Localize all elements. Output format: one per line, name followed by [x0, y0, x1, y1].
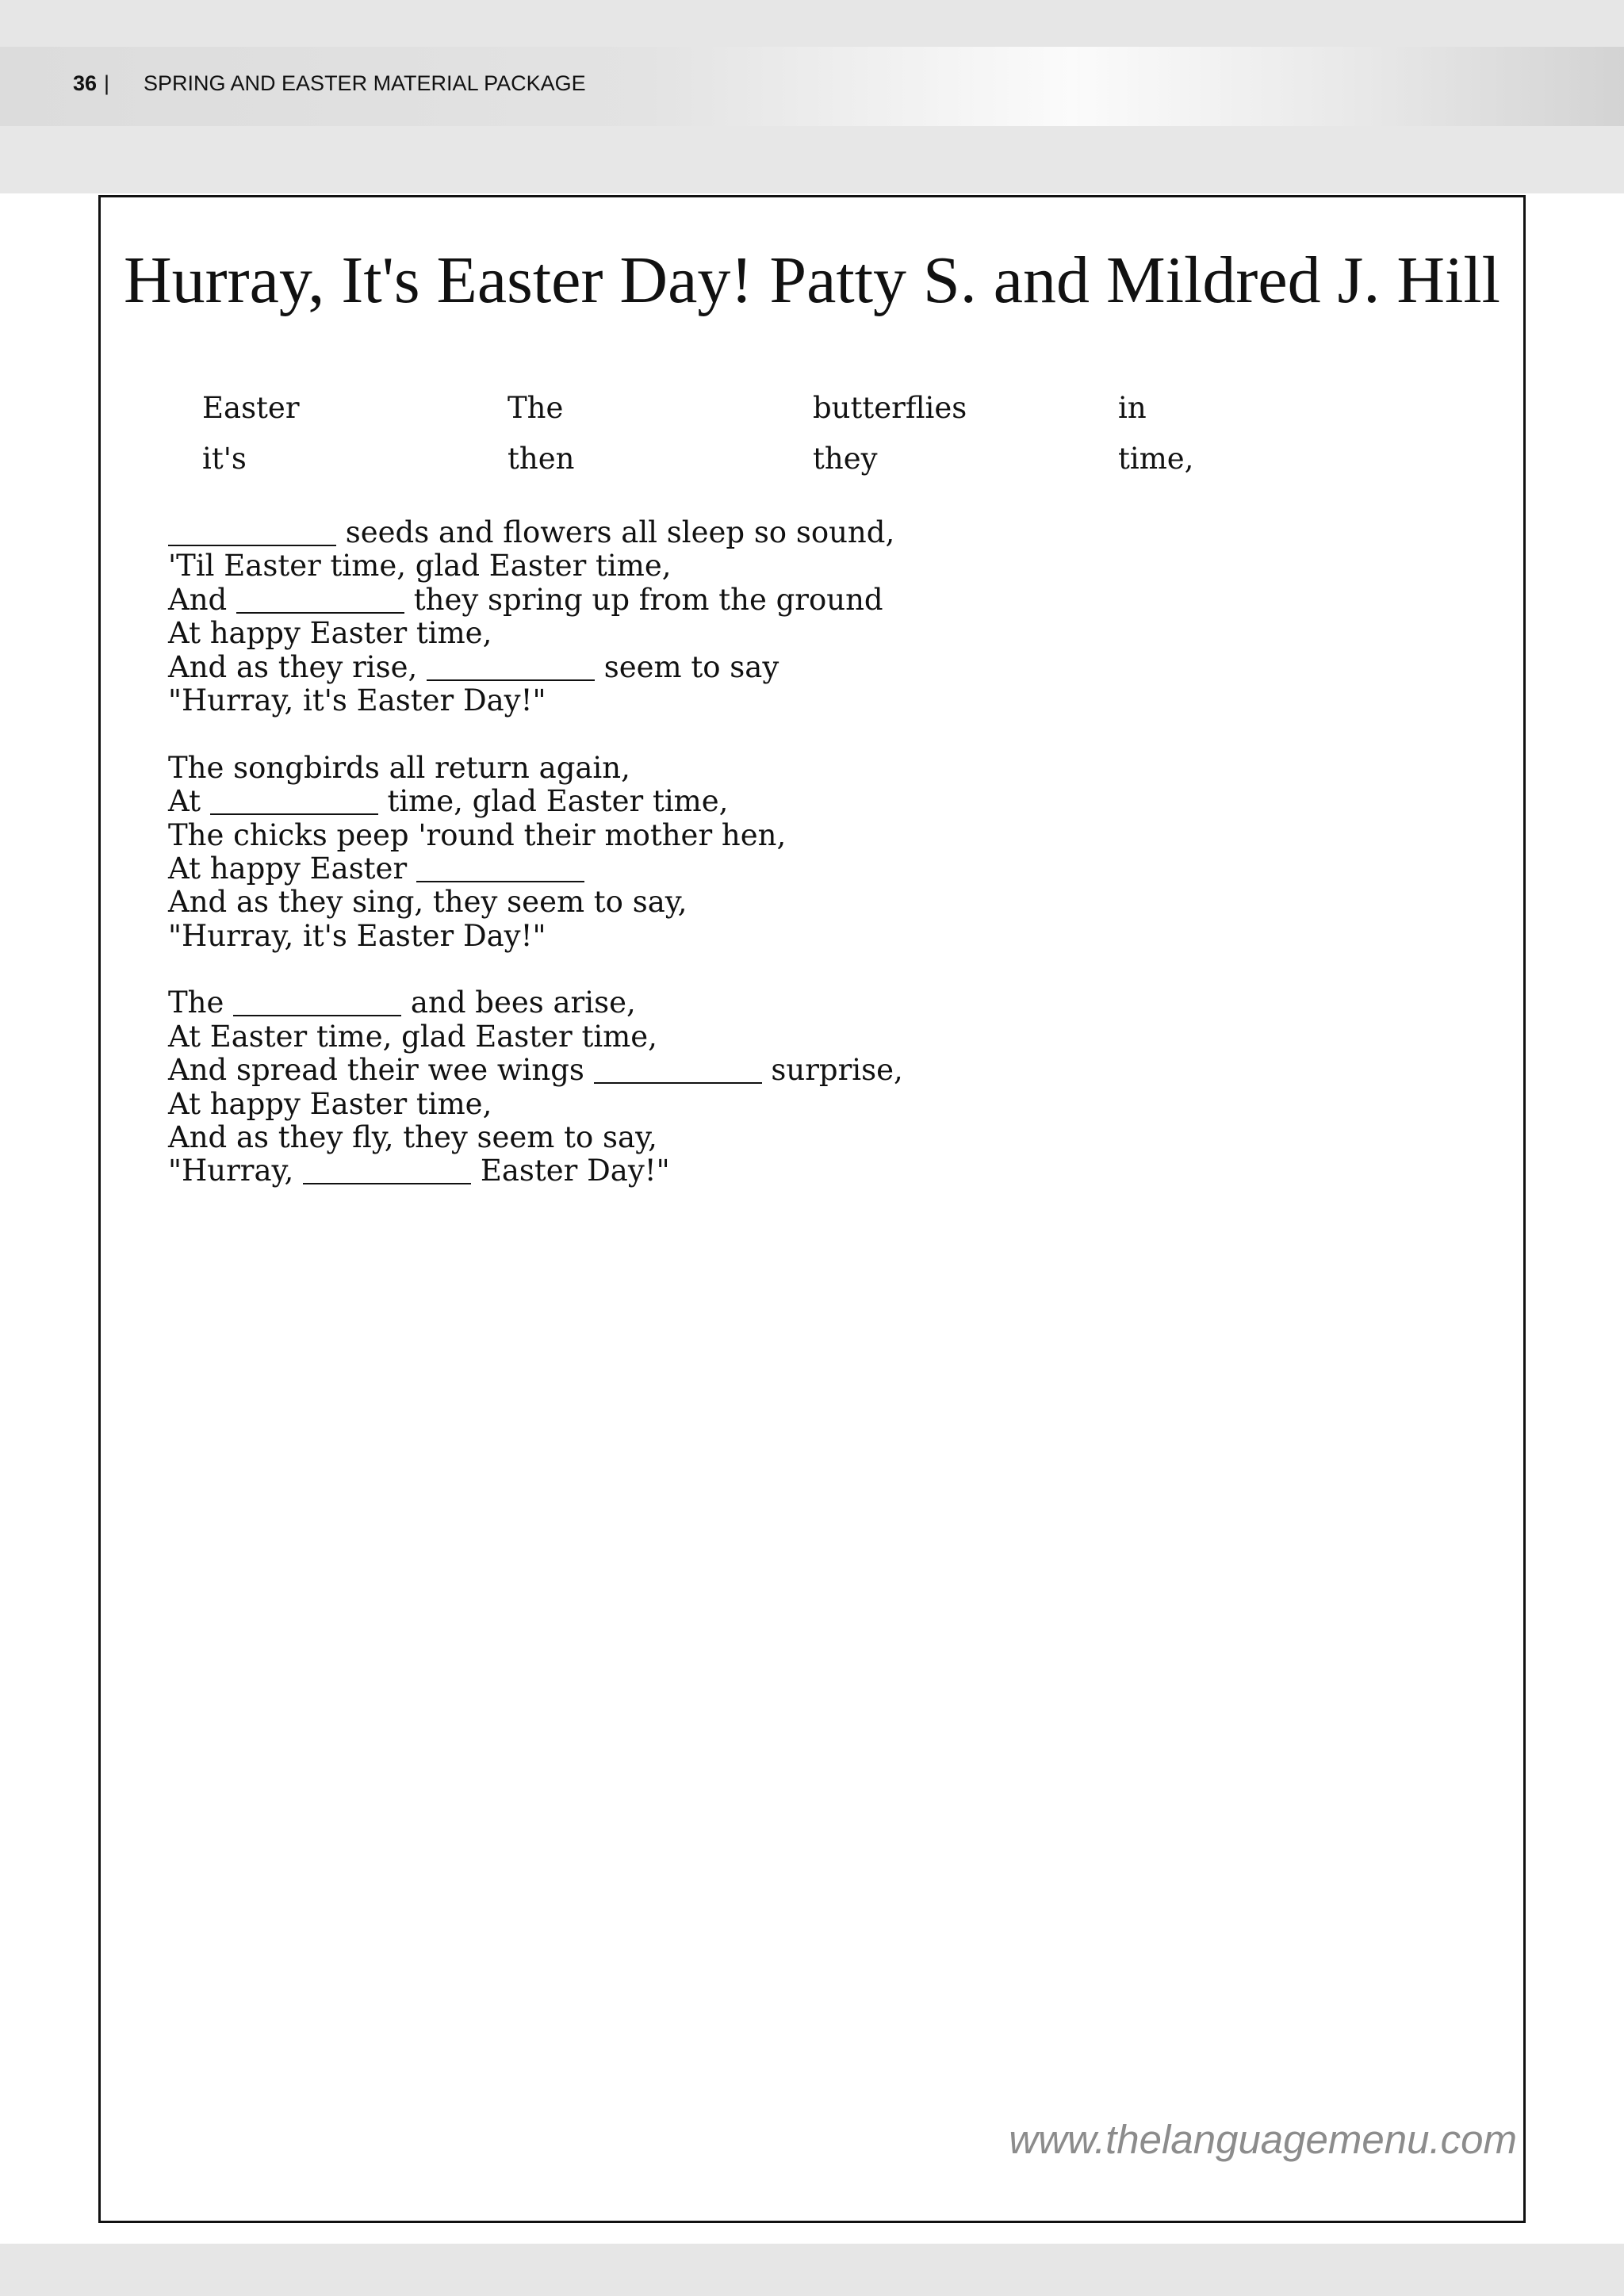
word-bank-word: time,	[1118, 442, 1194, 476]
poem-stanza	[168, 752, 903, 953]
website-url: www.thelanguagemenu.com	[1009, 2117, 1517, 2162]
answer-blank	[236, 612, 404, 614]
poem-text: At happy Easter time,	[168, 1086, 492, 1121]
answer-blank	[168, 545, 336, 546]
header-title: SPRING AND EASTER MATERIAL PACKAGE	[144, 71, 586, 95]
poem-line	[168, 986, 903, 1020]
poem-line	[168, 684, 903, 718]
poem-text: And as they sing, they seem to say,	[168, 885, 688, 920]
page-bottom-margin	[0, 2244, 1624, 2296]
answer-blank	[303, 1183, 471, 1184]
poem-text: "Hurray,	[168, 1154, 304, 1188]
poem-line	[168, 617, 903, 650]
page-top-margin	[0, 0, 1624, 47]
poem-text: and bees arise,	[401, 985, 636, 1020]
poem-line	[168, 516, 903, 549]
poem-line	[168, 752, 903, 785]
poem-text: surprise,	[761, 1053, 903, 1088]
poem-text: At	[168, 784, 210, 819]
poem-text: "Hurray, it's Easter Day!"	[168, 918, 546, 953]
poem-text: seeds and flowers all sleep so sound,	[336, 515, 895, 549]
poem-text: And as they rise,	[168, 649, 427, 684]
poem-text: 'Til Easter time, glad Easter time,	[168, 549, 672, 584]
poem-text: The chicks peep 'round their mother hen,	[168, 817, 787, 852]
poem-text: At happy Easter	[168, 851, 416, 886]
word-bank	[202, 390, 1423, 492]
word-bank-word: then	[508, 442, 575, 476]
word-bank-word: it's	[202, 442, 247, 476]
page-number: 36	[73, 71, 98, 95]
poem-text: At happy Easter time,	[168, 616, 492, 651]
page-header-underband	[0, 126, 1624, 193]
poem-text: And spread their wee wings	[168, 1053, 594, 1088]
poem-text: And	[168, 582, 236, 617]
poem-text: And as they fly, they seem to say,	[168, 1120, 657, 1155]
poem-line	[168, 549, 903, 583]
poem-text: they spring up from the ground	[404, 582, 883, 617]
answer-blank	[427, 679, 595, 681]
poem-text: "Hurray, it's Easter Day!"	[168, 683, 546, 718]
poem-line	[168, 920, 903, 953]
poem-line	[168, 1020, 903, 1054]
answer-blank	[416, 881, 584, 882]
worksheet-title: Hurray, It's Easter Day! Patty S. and Mildred J. Hill	[123, 243, 1501, 317]
poem-stanza	[168, 986, 903, 1188]
page-header	[0, 47, 1624, 126]
poem-line	[168, 1054, 903, 1087]
poem-line	[168, 1088, 903, 1121]
poem-text: seem to say	[595, 649, 779, 684]
poem-line	[168, 785, 903, 818]
poem-text: The	[168, 985, 234, 1020]
poem-text: The songbirds all return again,	[168, 750, 630, 785]
word-bank-word: butterflies	[813, 391, 967, 425]
answer-blank	[210, 813, 378, 815]
word-bank-word: Easter	[202, 391, 300, 425]
answer-blank	[233, 1015, 401, 1016]
poem-text: Easter Day!"	[471, 1154, 670, 1188]
word-bank-word: The	[508, 391, 564, 425]
poem-line	[168, 651, 903, 684]
poem-text: At Easter time, glad Easter time,	[168, 1019, 657, 1054]
poem-line	[168, 584, 903, 617]
word-bank-word: in	[1118, 391, 1147, 425]
answer-blank	[594, 1082, 762, 1084]
poem-line	[168, 819, 903, 852]
poem-stanza	[168, 516, 903, 718]
poem-text: time, glad Easter time,	[377, 784, 729, 819]
header-separator: |	[104, 71, 110, 95]
word-bank-word: they	[813, 442, 878, 476]
poem-line	[168, 1154, 903, 1188]
poem-line	[168, 886, 903, 919]
poem	[168, 516, 903, 1222]
poem-line	[168, 852, 903, 886]
poem-line	[168, 1121, 903, 1154]
